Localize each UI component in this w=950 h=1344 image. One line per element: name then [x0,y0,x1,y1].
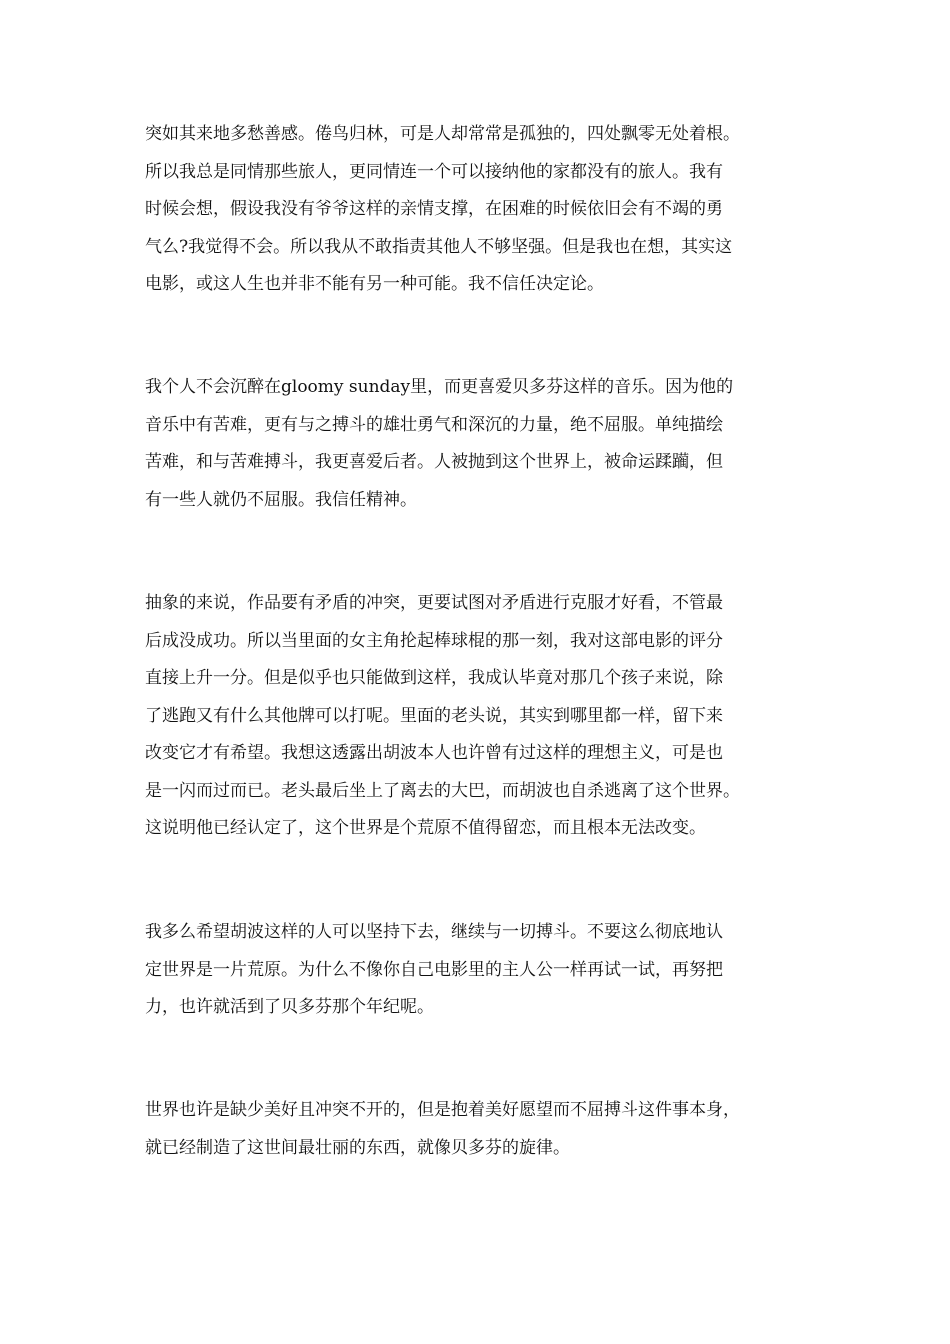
text-line: 后成没成功。所以当里面的女主角抡起棒球棍的那一刻，我对这部电影的评分 [145,630,723,651]
text-line: 抽象的来说，作品要有矛盾的冲突，更要试图对矛盾进行克服才好看，不管最 [145,593,723,613]
paragraph-4 [145,914,825,1027]
text-line: 有一些人就仍不屈服。我信任精神。 [145,489,417,510]
text-line: 世界也许是缺少美好且冲突不开的，但是抱着美好愿望而不屈搏斗这件事本身， [145,1100,740,1120]
text-line: 我多么希望胡波这样的人可以坚持下去，继续与一切搏斗。不要这么彻底地认 [145,922,723,942]
text-line: 力，也许就活到了贝多芬那个年纪呢。 [145,997,434,1017]
text-line: 是一闪而过而已。老头最后坐上了离去的大巴，而胡波也自杀逃离了这个世界。 [145,780,740,801]
text-line: 突如其来地多愁善感。倦鸟归林，可是人却常常是孤独的，四处飘零无处着根。 [145,124,740,144]
text-line: 时候会想，假设我没有爷爷这样的亲情支撑，在困难的时候依旧会有不竭的勇 [145,199,723,219]
text-line: 直接上升一分。但是似乎也只能做到这样，我成认毕竟对那几个孩子来说，除 [145,668,723,688]
text-line: 我个人不会沉醉在gloomy sunday里，而更喜爱贝多芬这样的音乐。因为他的 [145,377,734,397]
text-line: 音乐中有苦难，更有与之搏斗的雄壮勇气和深沉的力量，绝不屈服。单纯描绘 [145,414,723,435]
text-line: 苦难，和与苦难搏斗，我更喜爱后者。人被抛到这个世界上，被命运蹂躏，但 [145,452,723,472]
text-line: 气么?我觉得不会。所以我从不敢指责其他人不够坚强。但是我也在想，其实这 [145,236,733,257]
text-line: 电影，或这人生也并非不能有另一种可能。我不信任决定论。 [145,274,604,294]
text-line: 所以我总是同情那些旅人，更同情连一个可以接纳他的家都没有的旅人。我有 [145,161,723,182]
paragraph-5 [145,1092,825,1167]
text-line: 了逃跑又有什么其他牌可以打呢。里面的老头说，其实到哪里都一样，留下来 [145,705,723,726]
text-line: 改变它才有希望。我想这透露出胡波本人也许曾有过这样的理想主义，可是也 [145,743,723,763]
paragraph-1 [145,116,825,304]
text-line: 定世界是一片荒原。为什么不像你自己电影里的主人公一样再试一试，再努把 [145,959,723,980]
text-line: 就已经制造了这世间最壮丽的东西，就像贝多芬的旋律。 [145,1137,570,1158]
paragraph-3 [145,585,825,848]
text-line: 这说明他已经认定了，这个世界是个荒原不值得留恋，而且根本无法改变。 [145,818,706,838]
paragraph-2 [145,369,825,519]
